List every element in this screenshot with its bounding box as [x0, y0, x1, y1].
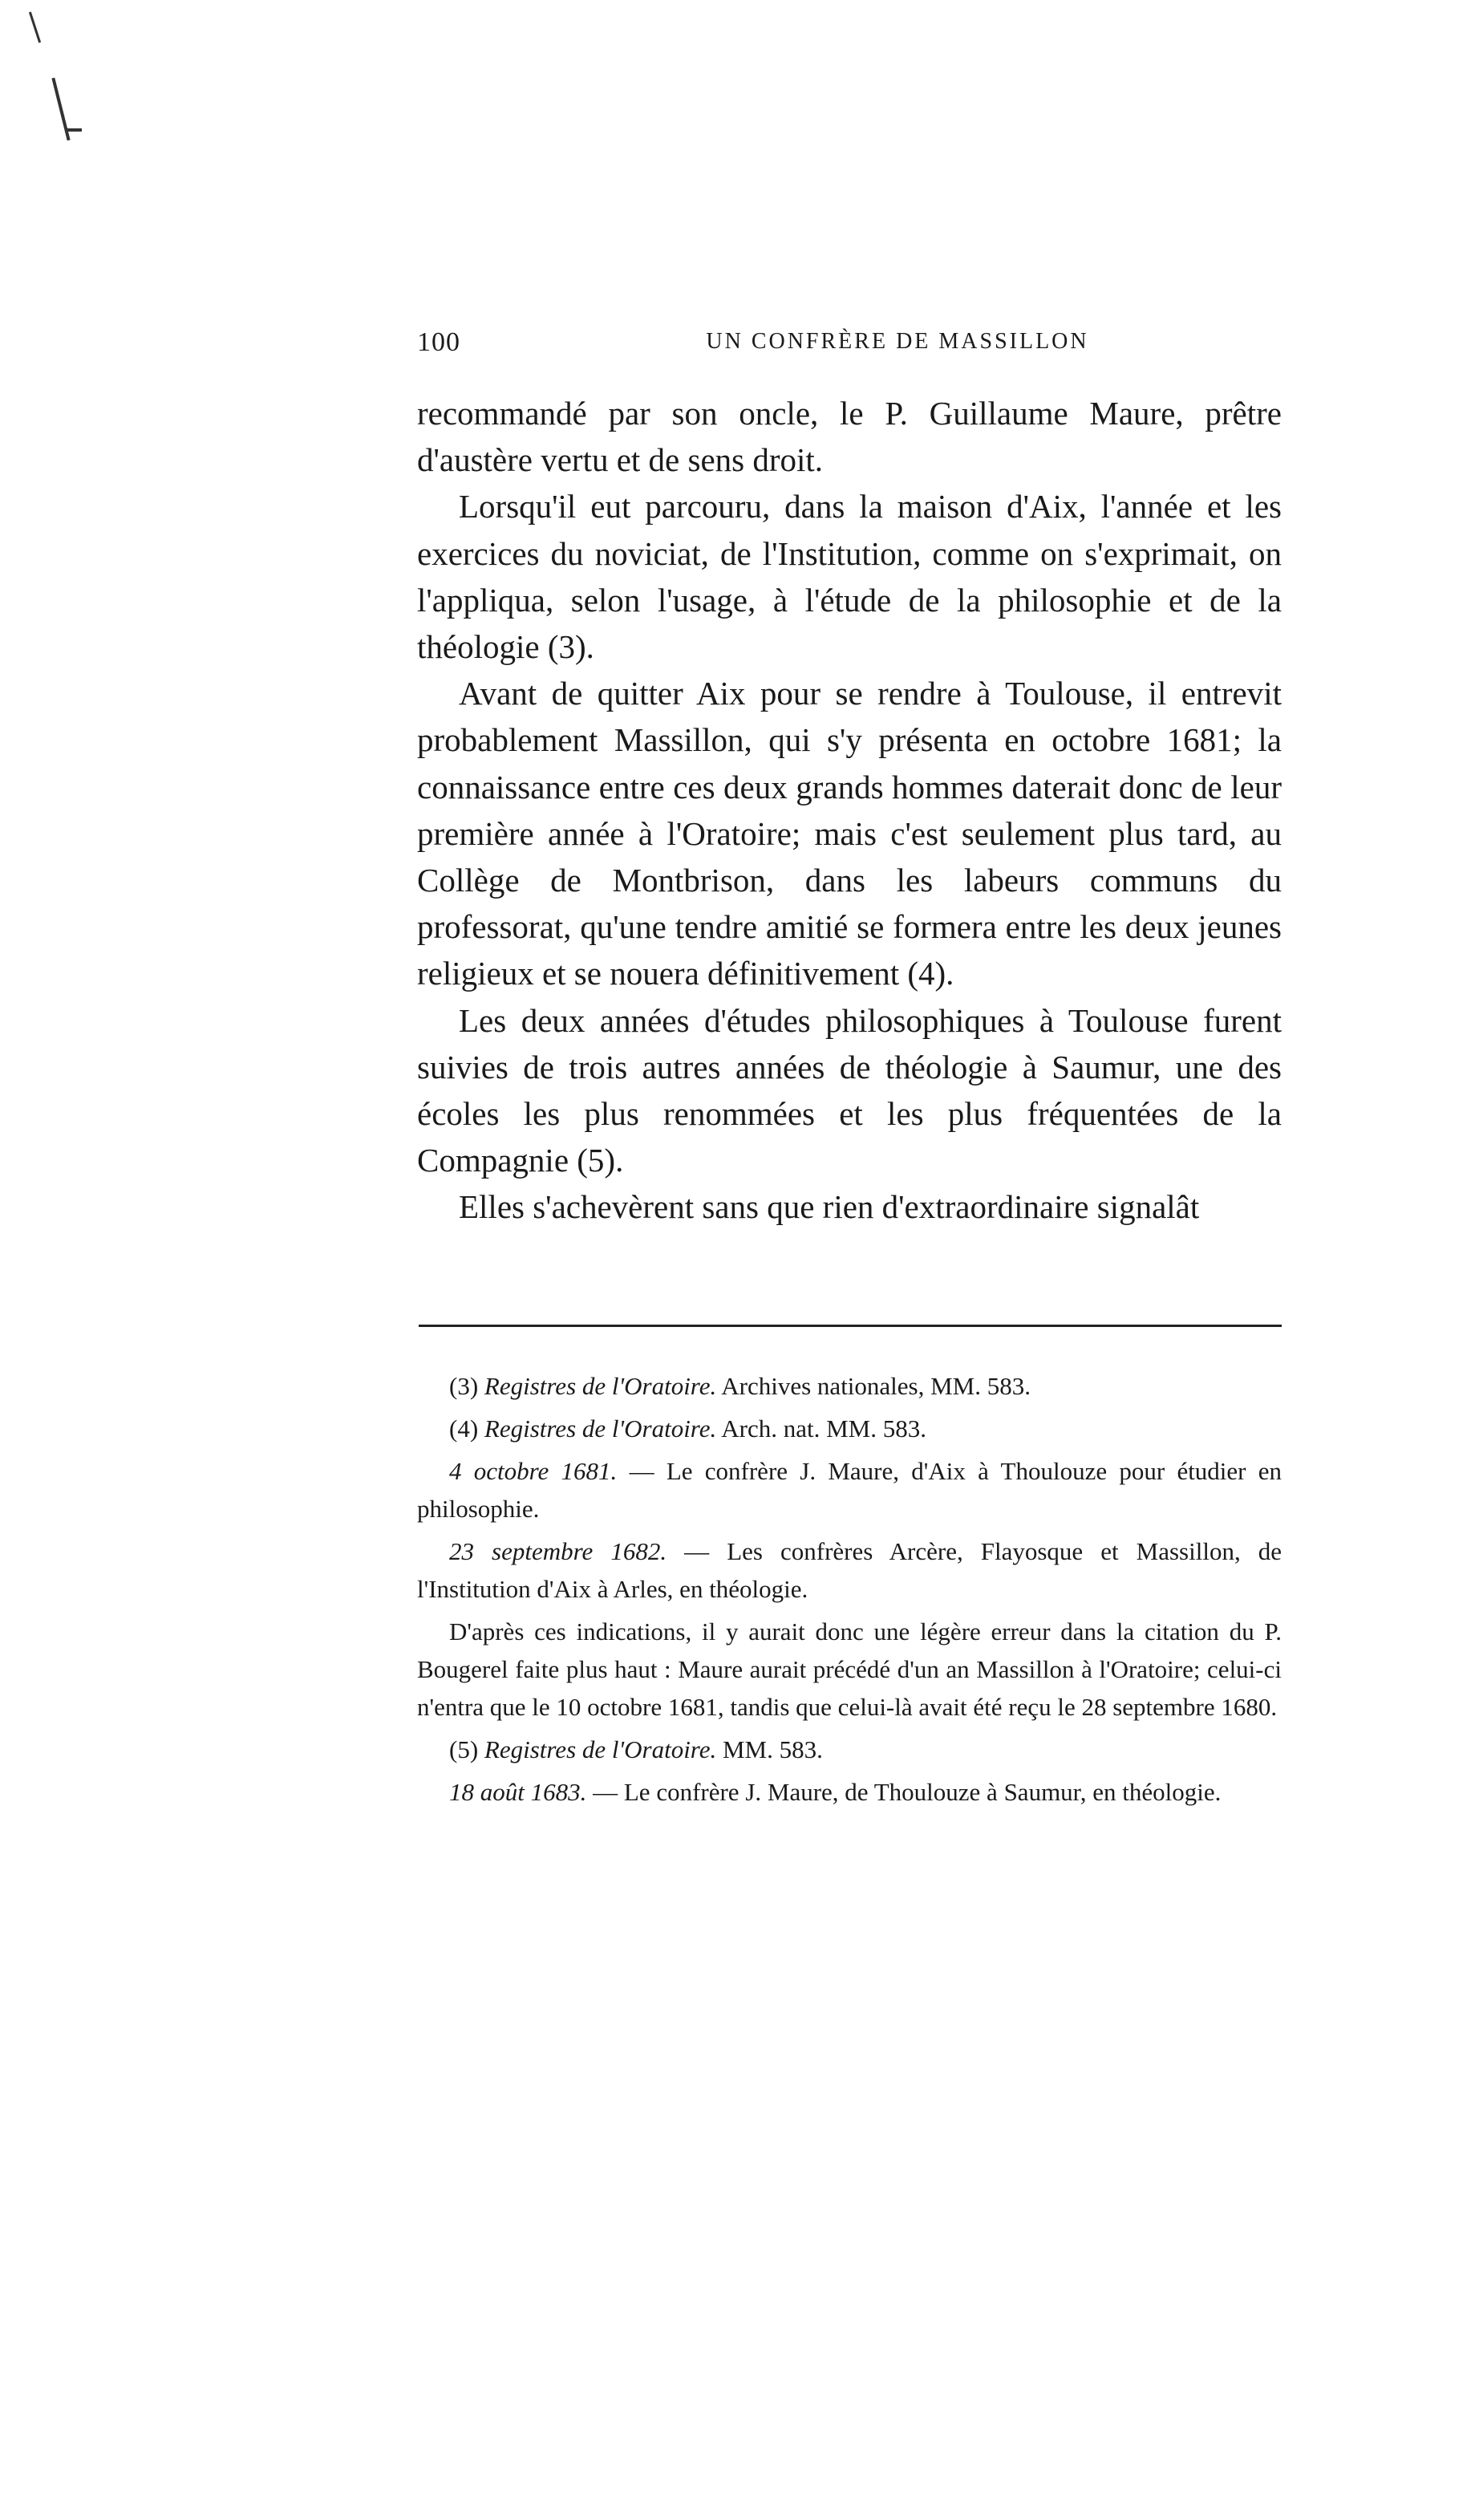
entry-date: 18 août 1683.: [449, 1778, 587, 1806]
footnote-5: [417, 1731, 1282, 1768]
footnote-commentary: D'après ces indications, il y aurait donc une légère erreur dans la citation du P. Bougerel faite plus haut : Maure aurait précédé d'un an Massillon à l'Oratoire; celui-ci n'entra que le 10 octobre 1681, tandis que celui-là avait été reçu le 28 septembre 1680.: [417, 1617, 1282, 1721]
footnote-mark: (5): [449, 1735, 479, 1763]
footnote-text: Arch. nat. MM. 583.: [721, 1414, 927, 1443]
footnote-register-entry: [417, 1532, 1282, 1608]
footnote-register-entry: [417, 1773, 1282, 1811]
footnote-source-title: Registres de l'Oratoire.: [484, 1372, 717, 1400]
paragraph: Avant de quitter Aix pour se rendre à Toulouse, il entrevit probablement Massillon, qui s'y présenta en octobre 1681; la connaissance entre ces deux grands hommes daterait donc de leur première année à l'Oratoire; mais c'est seulement plus tard, au Collège de Montbrison, dans les labeurs communs du professorat, qu'une tendre amitié se formera entre les deux jeunes religieux et se nouera définitivement (4).: [417, 675, 1282, 992]
footnote-mark: (3): [449, 1372, 479, 1400]
footnotes: [417, 1367, 1282, 1816]
entry-text: — Le confrère J. Maure, d'Aix à Thoulouze pour étudier en philosophie.: [417, 1457, 1282, 1523]
scan-artifact-mark: [29, 12, 41, 43]
paragraph: Lorsqu'il eut parcouru, dans la maison d'Aix, l'année et les exercices du noviciat, de l'Institution, comme on s'exprimait, on l'appliqua, selon l'usage, à l'étude de la philosophie et de la théologie (3).: [417, 488, 1282, 666]
footnote-text: MM. 583.: [722, 1735, 823, 1763]
entry-date: 23 septembre 1682.: [449, 1537, 667, 1565]
running-title: UN CONFRÈRE DE MASSILLON: [706, 329, 1089, 354]
footnote-4: [417, 1410, 1282, 1447]
footnote-divider: [419, 1325, 1282, 1327]
paragraph: recommandé par son oncle, le P. Guillaume Maure, prêtre d'austère vertu et de sens droit.: [417, 395, 1282, 479]
entry-date: 4 octobre 1681.: [449, 1457, 618, 1485]
scan-artifact-mark: [67, 128, 82, 132]
footnote-text: Archives nationales, MM. 583.: [721, 1372, 1031, 1400]
footnote-source-title: Registres de l'Oratoire.: [484, 1414, 717, 1443]
paragraph: Les deux années d'études philosophiques à Toulouse furent suivies de trois autres années de théologie à Saumur, une des écoles les plus renommées et les plus fréquentées de la Compagnie (5).: [417, 1001, 1282, 1179]
paragraph: Elles s'achevèrent sans que rien d'extraordinaire signalât: [459, 1188, 1200, 1226]
page-number: 100: [417, 327, 460, 357]
footnote-mark: (4): [449, 1414, 479, 1443]
body-text: [417, 390, 1282, 1231]
entry-text: — Les confrères Arcère, Flayosque et Massillon, de l'Institution d'Aix à Arles, en théologie.: [417, 1537, 1282, 1603]
running-head: [417, 327, 1282, 367]
entry-text: — Le confrère J. Maure, de Thoulouze à Saumur, en théologie.: [593, 1778, 1222, 1806]
footnote-source-title: Registres de l'Oratoire.: [484, 1735, 717, 1763]
footnote-register-entry: [417, 1452, 1282, 1528]
footnote-3: [417, 1367, 1282, 1405]
